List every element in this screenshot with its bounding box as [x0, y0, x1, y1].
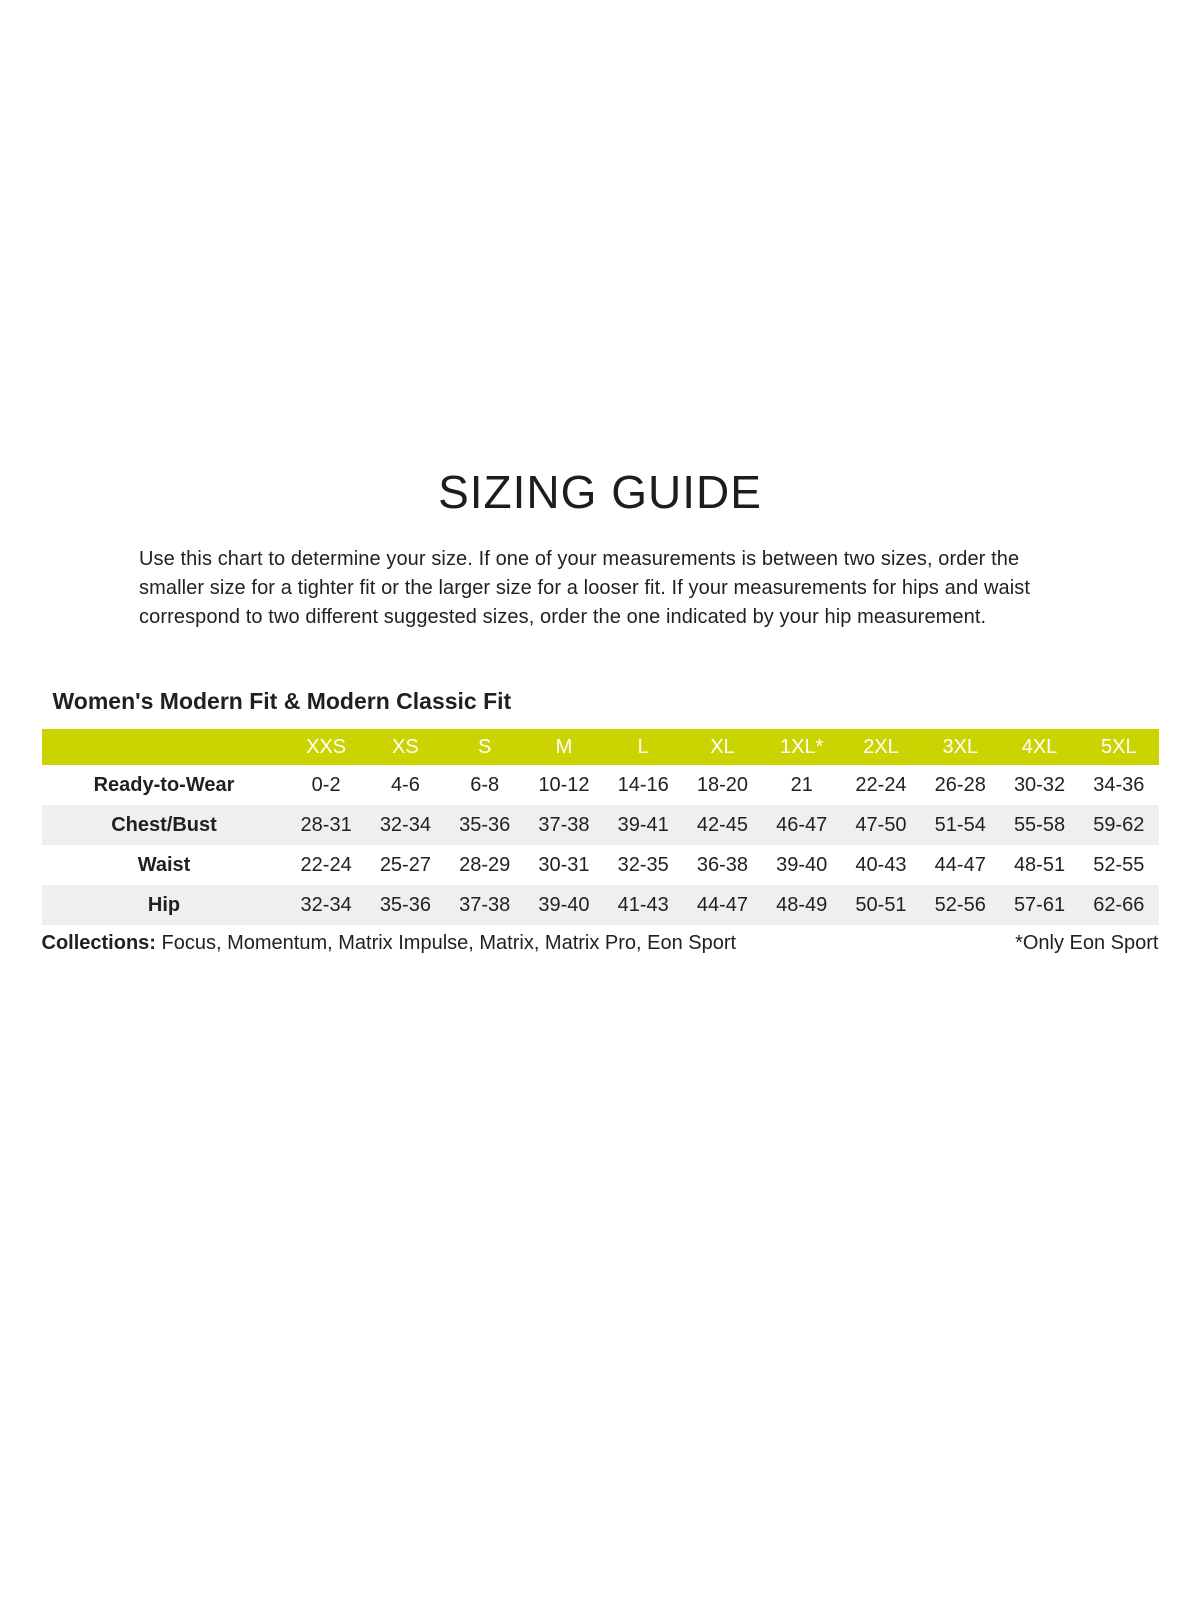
size-value-cell: 37-38	[538, 813, 590, 836]
size-column-header: M	[524, 729, 603, 765]
collections-note	[42, 930, 737, 956]
size-value-cell: 48-49	[776, 893, 828, 916]
size-value-cell: 52-56	[934, 893, 986, 916]
size-table-row	[42, 885, 1159, 925]
collections-value: Focus, Momentum, Matrix Impulse, Matrix, Matrix Pro, Eon Sport	[155, 932, 737, 955]
size-value-cell: 34-36	[1093, 773, 1145, 796]
size-value-cell: 35-36	[379, 893, 431, 916]
size-value-cell: 36-38	[696, 853, 749, 876]
size-value-cell: 14-16	[617, 773, 669, 796]
size-value-cell: 55-58	[1013, 813, 1066, 836]
size-column-header: 5XL	[1079, 729, 1158, 765]
size-value-cell: 18-20	[696, 773, 749, 796]
row-label: Ready-to-Wear	[93, 773, 235, 796]
size-value-cell: 52-55	[1093, 853, 1145, 876]
collections-label: Collections:	[41, 932, 156, 955]
size-column-header: 4XL	[1000, 729, 1079, 765]
size-column-header: XS	[366, 729, 445, 765]
row-label: Chest/Bust	[111, 813, 217, 836]
size-value-cell: 32-34	[379, 813, 431, 836]
size-value-cell: 35-36	[459, 813, 511, 836]
size-table-header-row	[42, 729, 1159, 765]
size-value-cell: 42-45	[696, 813, 749, 836]
size-value-cell: 37-38	[459, 893, 511, 916]
size-column-header: XL	[683, 729, 762, 765]
size-value-cell: 39-41	[617, 813, 669, 836]
size-table-body	[42, 765, 1159, 925]
footnote-row	[42, 930, 1159, 956]
size-value-cell: 22-24	[300, 853, 352, 876]
size-value-cell: 10-12	[538, 773, 590, 796]
size-value-cell: 28-29	[459, 853, 511, 876]
size-value-cell: 50-51	[855, 893, 907, 916]
size-value-cell: 57-61	[1013, 893, 1066, 916]
size-column-header: S	[445, 729, 524, 765]
page-title: SIZING GUIDE	[438, 466, 762, 518]
size-column-header: L	[604, 729, 683, 765]
size-column-header: 2XL	[841, 729, 920, 765]
size-value-cell: 25-27	[379, 853, 431, 876]
size-value-cell: 47-50	[855, 813, 907, 836]
size-value-cell: 59-62	[1093, 813, 1145, 836]
row-label: Hip	[147, 893, 181, 916]
size-value-cell: 4-6	[390, 773, 420, 796]
size-table-row	[42, 765, 1159, 805]
size-value-cell: 22-24	[855, 773, 907, 796]
size-value-cell: 44-47	[934, 853, 986, 876]
size-value-cell: 30-32	[1013, 773, 1066, 796]
size-table-row	[42, 805, 1159, 845]
size-value-cell: 39-40	[538, 893, 590, 916]
asterisk-note: *Only Eon Sport	[1015, 932, 1159, 955]
size-table-row	[42, 845, 1159, 885]
size-value-cell: 62-66	[1093, 893, 1145, 916]
size-value-cell: 46-47	[776, 813, 828, 836]
size-value-cell: 39-40	[776, 853, 828, 876]
size-value-cell: 44-47	[696, 893, 749, 916]
section-heading: Women's Modern Fit & Modern Classic Fit	[52, 687, 512, 714]
size-chart-section	[42, 688, 1159, 957]
size-value-cell: 6-8	[470, 773, 500, 796]
size-value-cell: 40-43	[855, 853, 907, 876]
size-value-cell: 48-51	[1013, 853, 1066, 876]
size-table-header	[42, 729, 1159, 765]
size-column-header: XXS	[287, 729, 366, 765]
size-table	[42, 729, 1159, 925]
size-value-cell: 26-28	[934, 773, 986, 796]
size-value-cell: 32-34	[300, 893, 352, 916]
size-value-cell: 41-43	[617, 893, 669, 916]
size-value-cell: 21	[790, 773, 813, 796]
size-value-cell: 0-2	[311, 773, 341, 796]
size-column-header: 3XL	[921, 729, 1000, 765]
intro-paragraph: Use this chart to determine your size. If one of your measurements is between two sizes, order the smaller size for a tighter fit or the larger size for a looser fit. If your measurements for hips and waist correspond to two different suggested sizes, order the one indicated by your hip measurement.	[139, 547, 1031, 628]
size-column-header: 1XL*	[762, 729, 841, 765]
size-value-cell: 32-35	[617, 853, 669, 876]
size-value-cell: 30-31	[538, 853, 590, 876]
row-label: Waist	[137, 853, 191, 876]
size-value-cell: 28-31	[300, 813, 352, 836]
size-value-cell: 51-54	[934, 813, 986, 836]
size-table-corner-cell	[42, 729, 287, 765]
